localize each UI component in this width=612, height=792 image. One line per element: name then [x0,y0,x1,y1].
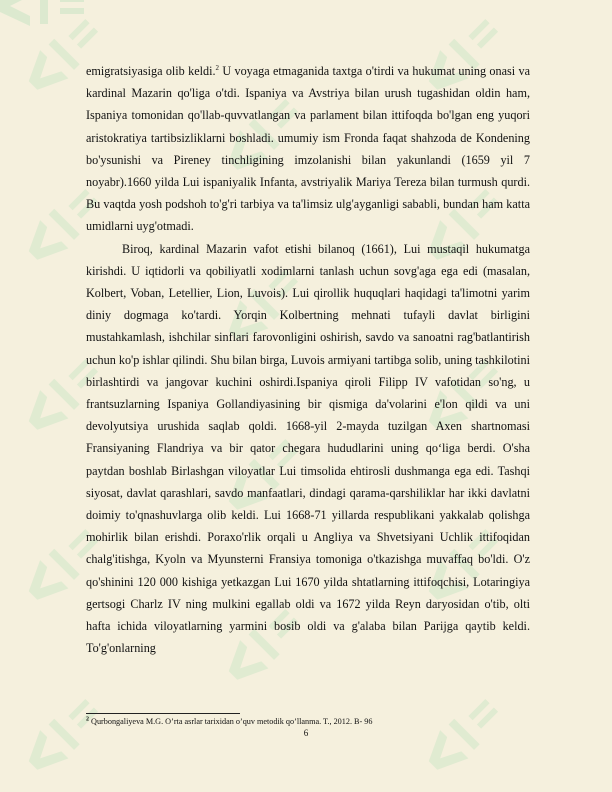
footnote-reference[interactable]: 2 [215,63,220,72]
paragraph-2: Biroq, kardinal Mazarin vafot etishi bilanoq (1661), Lui mustaqil hukumatga kirishdi. U iqtidorli va qobiliyatli xodimlarni tanlash uchun sovg'aga ega edi (masalan, Kolbert, Voban, Letellier, Lion, Luvois). Lui qirollik huquqlari haqidagi ta'limotni yarim diniy dogmaga ko'tardi. Yorqin Kolbertning mehnati tufayli davlat birligini mustahkamlash, ishchilar sinflari farovonligini oshirish, savdo va sanoatni rag'batlantirish uchun ko'p ishlar qilindi. Shu bilan birga, Luvois armiyani tartibga solib, uning tashkilotini birlashtirdi va jangovar kuchini oshirdi.Ispaniya qiroli Filipp IV vafotidan so'ng, u frantsuzlarning Ispaniya Gollandiyasining bir qismiga da'volarini e'lon qildi va uni devolyutsiya urushida saqlab qoldi. 1668-yil 2-mayda tuzilgan Axen shartnomasi Fransiyaning Flandriya va bir qator chegara hududlarini uning qo‘liga berdi. O'sha paytdan boshlab Birlashgan viloyatlar Lui timsolida ehtirosli dushmanga ega edi. Tashqi siyosat, davlat qarashlari, savdo manfaatlari, dindagi qarama-qarshiliklar har ikki davlatni doimiy to'qnashuvlarga olib keldi. Lui 1668-71 yillarda respublikani yakkalab qolishga mohirlik bilan erishdi. Poraxo'rlik orqali u Angliya va Shvetsiyani Uchlik ittifoqidan chalg'itishga, Kyoln va Myunsterni Fransiya tomoniga o'tkazishga muvaffaq bo'ldi. O'z qo'shinini 120 000 kishiga yetkazgan Lui 1670 yilda shtatlarning ittifoqchisi, Lotaringiya gertsogi Charlz IV ning mulkini egallab oldi va 1672 yilda Reyn daryosidan o'tib, olti hafta ichida viloyatlarning yarmini bosib oldi va g'alaba bilan Parijga qaytib keldi. To'g'onlarning [86,241,530,656]
page-number: 6 [303,728,309,738]
footnote-separator [86,713,240,714]
paragraph-1-text-end: U voyaga etmaganida taxtga o'tirdi va hukumat uning onasi va kardinal Mazarin qo'liga o'tdi. Ispaniya va Avstriya bilan urush tugashidan oldin ham, Ispaniya tomonidan qo'llab-quvvatlangan va parlament bilan ittifoqda bo'lgan eng yuqori aristokratiya tartibsizliklarni boshladi. umumiy ism Fronda faqat shahzoda de Kondening bo'ysunishi va Pireney tinchligining imzolanishi bilan yakunlandi (1659 yil 7 noyabr).1660 yilda Lui ispaniyalik Infanta, avstriyalik Mariya Tereza bilan turmush qurdi. Bu vaqtda yosh podshoh to'g'ri tarbiya va ta'limsiz ulg'ayganligi sababli, bundan ham katta umidlarni uyg'otmadi. [86,64,530,234]
footnote-text: Qurbongaliyeva M.G. O’rta asrlar tarixidan o’quv metodik qo’llanma. T., 2012. B- 96 [89,717,373,726]
footnote-marker: 2 [86,716,89,723]
footnote [86,716,530,727]
watermark-pattern [0,0,84,26]
page-body [86,60,530,659]
paragraph-1 [86,60,530,238]
paragraph-1-text-start: emigratsiyasiga olib keldi. [86,64,216,78]
